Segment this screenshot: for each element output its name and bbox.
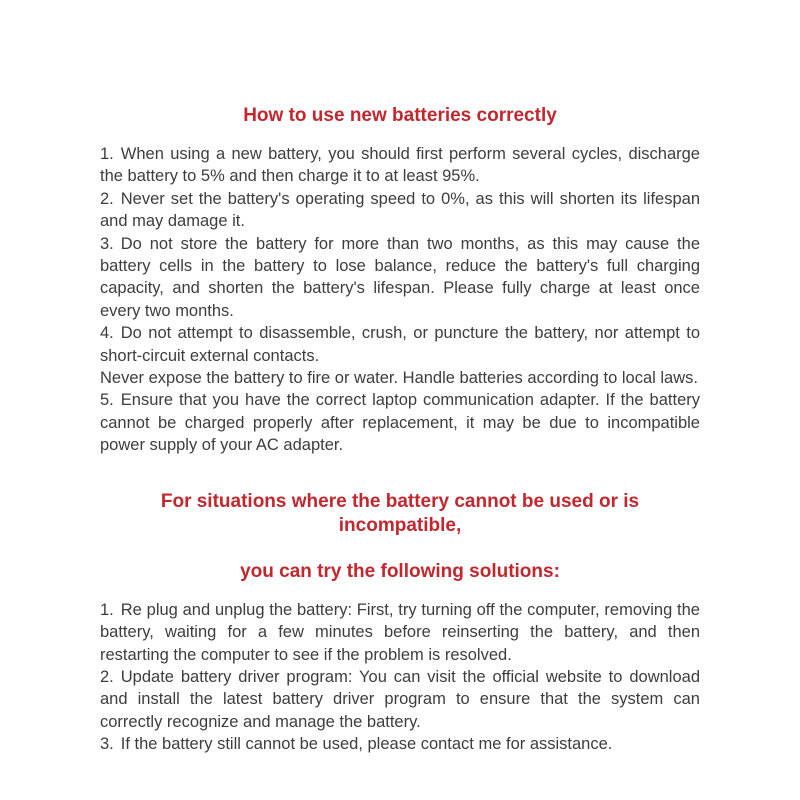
list-item-text: If the battery still cannot be used, please contact me for assistance. <box>120 735 613 754</box>
list-item <box>100 666 700 733</box>
list-item-number: 2. <box>100 667 114 686</box>
list-item-number: 1. <box>100 145 114 163</box>
list-item-text: Update battery driver program: You can visit the official website to download and install the latest battery driver program to ensure that the system can correctly recognize and manage the battery. <box>100 667 700 731</box>
list-item-number: 4. <box>100 324 114 343</box>
list-item-number: 3. <box>100 234 114 253</box>
list-item <box>100 599 700 666</box>
list-item <box>100 322 700 367</box>
list-item-text: Do not attempt to disassemble, crush, or puncture the battery, nor attempt to short-circuit external contacts. <box>100 324 700 365</box>
sub-heading-line-1: For situations where the battery cannot be used or is incompatible, <box>160 490 640 536</box>
list-item <box>100 143 700 188</box>
list-item <box>100 188 700 233</box>
list-item <box>100 233 700 323</box>
list-item-text: When using a new battery, you should first perform several cycles, discharge the battery to 5% and then charge it to at least 95%. <box>100 145 700 186</box>
list-item-number: 5. <box>100 391 114 410</box>
sub-heading-line-2: you can try the following solutions: <box>240 560 560 582</box>
list-item-number: 3. <box>100 735 114 754</box>
list-item-text: Ensure that you have the correct laptop communication adapter. If the battery cannot be charged properly after replacement, it may be due to incompatible power supply of your AC adapter. <box>100 391 700 455</box>
instructions-list <box>100 143 700 457</box>
list-item <box>100 367 700 389</box>
list-item-text: Never expose the battery to fire or water. Handle batteries according to local laws. <box>100 369 698 388</box>
list-item-text: Never set the battery's operating speed to 0%, as this will shorten its lifespan and may damage it. <box>100 189 700 231</box>
solutions-list <box>100 599 700 756</box>
list-item-number: 2. <box>100 189 114 208</box>
list-item <box>100 389 700 456</box>
list-item-text: Do not store the battery for more than two months, as this may cause the battery cells in the battery to lose balance, reduce the battery's full charging capacity, and shorten the battery's lifespan. Please fully charge at least once every two months. <box>100 234 700 320</box>
list-item-text: Re plug and unplug the battery: First, try turning off the computer, removing the battery, waiting for a few minutes before reinserting the battery, and then restarting the computer to see if the problem is resolved. <box>100 600 700 664</box>
document-content <box>100 0 700 756</box>
list-item-number: 1. <box>100 600 114 619</box>
list-item <box>100 733 700 755</box>
page-title: How to use new batteries correctly <box>243 105 557 126</box>
